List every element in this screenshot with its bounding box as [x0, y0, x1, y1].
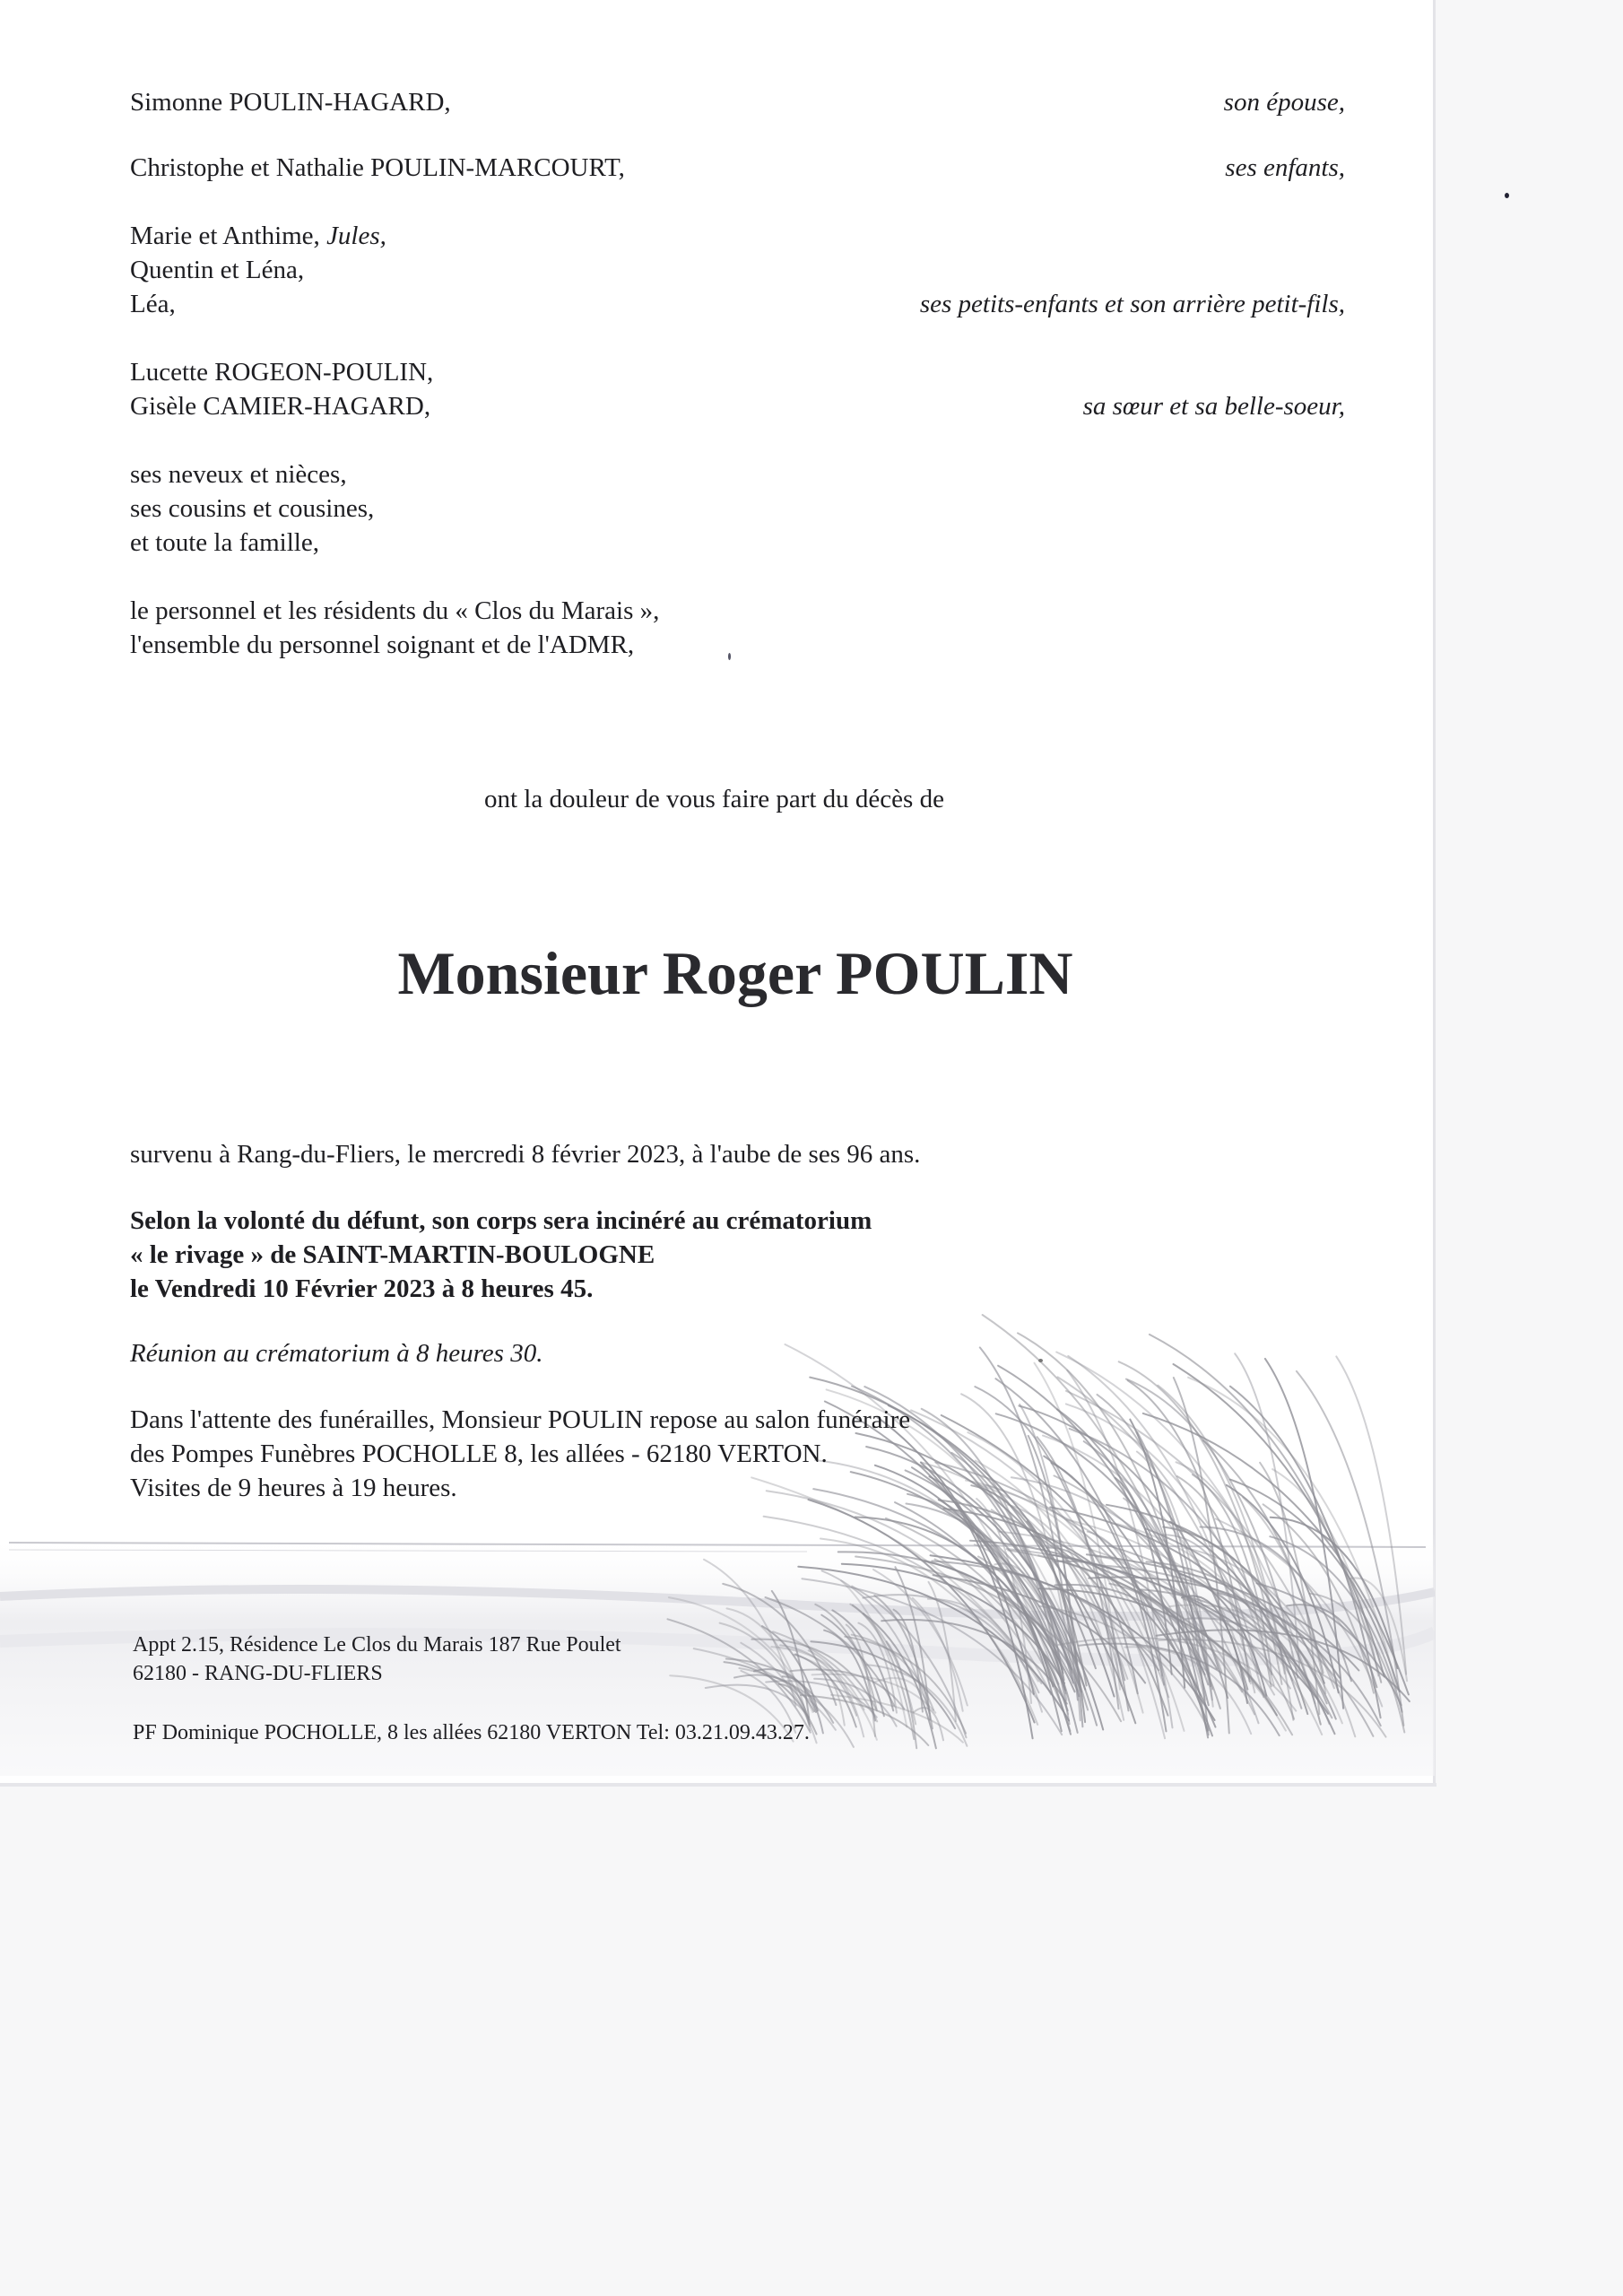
- others-line-3: et toute la famille,: [130, 528, 319, 557]
- wife-role: son épouse,: [1223, 88, 1345, 117]
- meeting-time: Réunion au crématorium à 8 heures 30.: [130, 1339, 543, 1368]
- address-line-1: Appt 2.15, Résidence Le Clos du Marais 187 Rue Poulet: [133, 1633, 621, 1657]
- deceased-name: Monsieur Roger POULIN: [397, 939, 1073, 1007]
- ceremony-line-3: le Vendredi 10 Février 2023 à 8 heures 45.: [130, 1274, 594, 1303]
- viewing-line-2: des Pompes Funèbres POCHOLLE 8, les allées - 62180 VERTON.: [130, 1439, 828, 1468]
- dune-grass-illustration: [0, 1238, 1435, 1776]
- death-info: survenu à Rang-du-Fliers, le mercredi 8 février 2023, à l'aube de ses 96 ans.: [130, 1140, 921, 1169]
- scan-speck: [728, 653, 731, 660]
- grandchildren-line-2: Quentin et Léna,: [130, 256, 305, 284]
- scan-speck: [1505, 193, 1509, 198]
- wife-name: Simonne POULIN-HAGARD,: [130, 88, 451, 117]
- ceremony-line-2: « le rivage » de SAINT-MARTIN-BOULOGNE: [130, 1240, 655, 1269]
- sister-line-1: Lucette ROGEON-POULIN,: [130, 358, 434, 387]
- address-line-2: 62180 - RANG-DU-FLIERS: [133, 1662, 383, 1685]
- children-names: Christophe et Nathalie POULIN-MARCOURT,: [130, 153, 625, 182]
- grandchildren-names-a: Marie et Anthime,: [130, 222, 327, 250]
- sister-role: sa sœur et sa belle-soeur,: [1082, 392, 1345, 421]
- staff-line-2: l'ensemble du personnel soignant et de l'ADMR,: [130, 631, 635, 659]
- viewing-line-1: Dans l'attente des funérailles, Monsieur POULIN repose au salon funéraire: [130, 1405, 911, 1434]
- grandchildren-line-3: Léa,: [130, 290, 176, 318]
- scan-speck: [1038, 1359, 1043, 1362]
- great-grandchild-name: Jules,: [326, 222, 386, 250]
- paper-bottom-edge: [0, 1783, 1436, 1787]
- children-role: ses enfants,: [1225, 153, 1345, 182]
- viewing-line-3: Visites de 9 heures à 19 heures.: [130, 1474, 457, 1502]
- grandchildren-role: ses petits-enfants et son arrière petit-fils,: [919, 290, 1345, 318]
- others-line-1: ses neveux et nièces,: [130, 460, 347, 489]
- sister-line-2: Gisèle CAMIER-HAGARD,: [130, 392, 431, 421]
- funeral-home-info: PF Dominique POCHOLLE, 8 les allées 62180 VERTON Tel: 03.21.09.43.27.: [133, 1721, 810, 1744]
- grandchildren-line-1: [130, 219, 386, 253]
- announcement: ont la douleur de vous faire part du décès de: [484, 785, 944, 813]
- others-line-2: ses cousins et cousines,: [130, 494, 375, 523]
- ceremony-line-1: Selon la volonté du défunt, son corps sera incinéré au crématorium: [130, 1206, 872, 1235]
- staff-line-1: le personnel et les résidents du « Clos du Marais »,: [130, 596, 660, 625]
